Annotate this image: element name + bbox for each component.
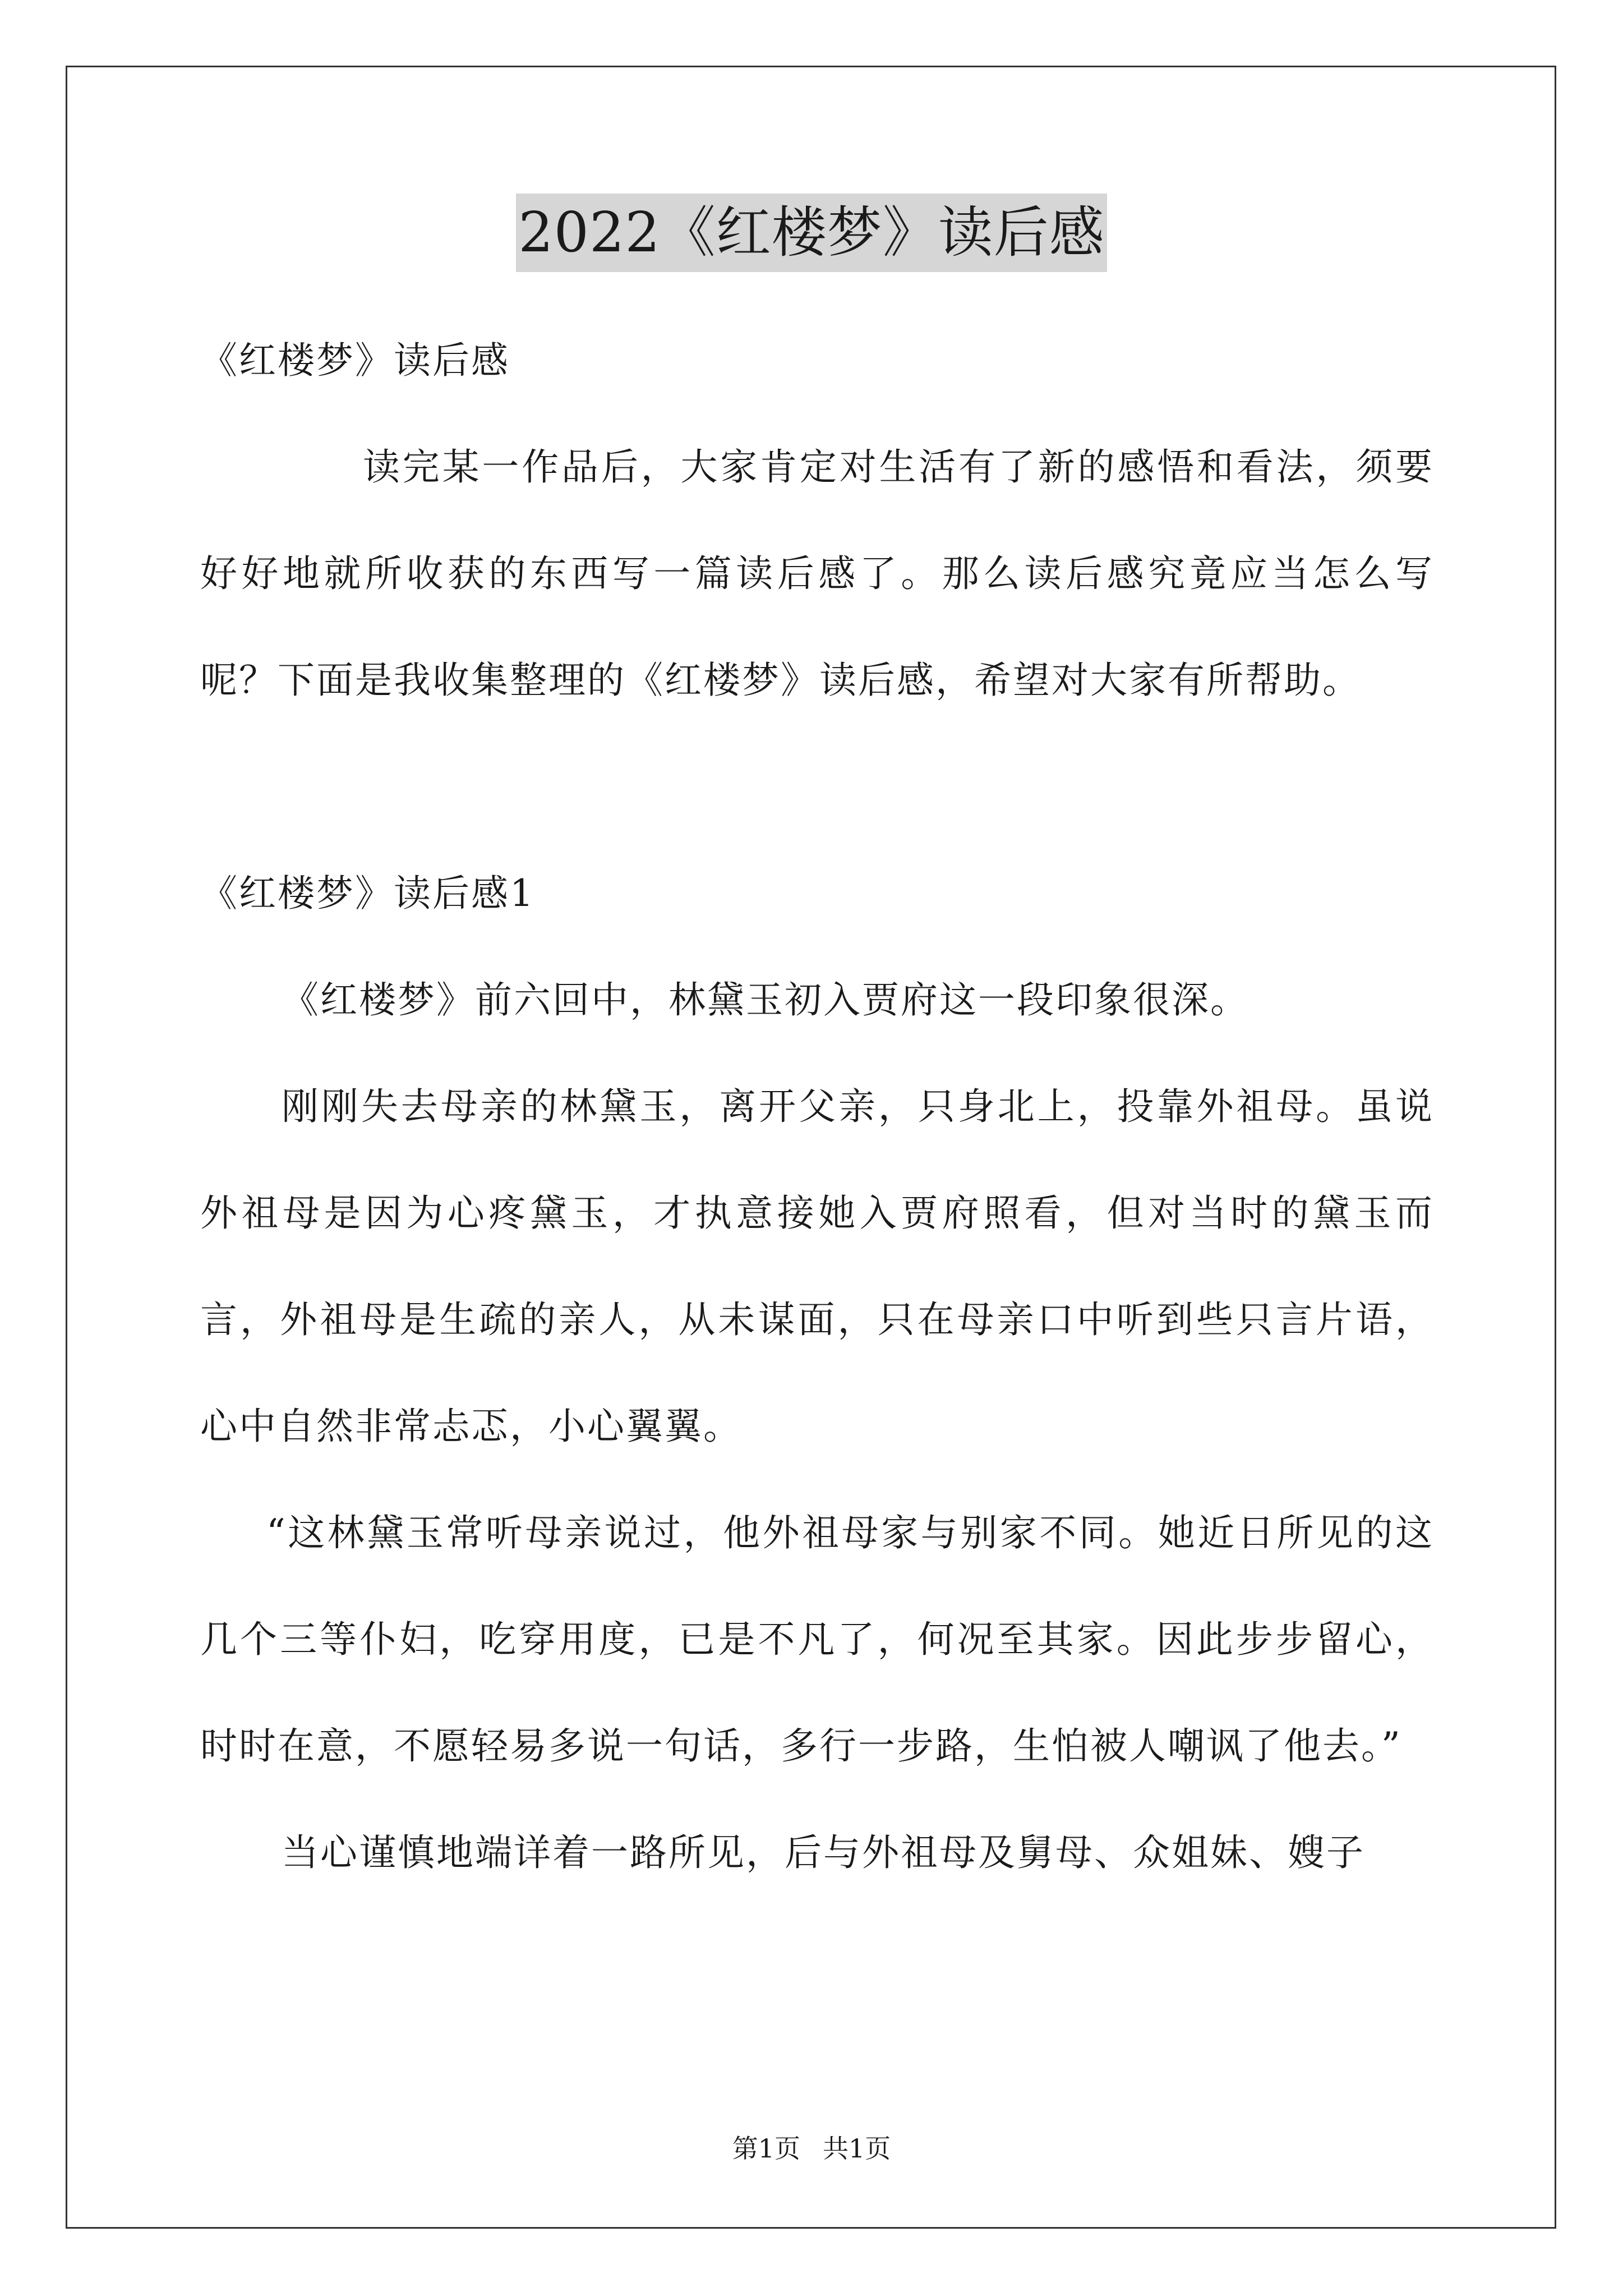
body-paragraph: 当心谨慎地端详着一路所见，后与外祖母及舅母、众姐妹、嫂子: [282, 1831, 1365, 1874]
page-number: 第1页: [732, 2133, 800, 2164]
document-title: 2022《红楼梦》读后感: [516, 194, 1106, 272]
body-paragraph: 刚刚失去母亲的林黛玉，离开父亲，只身北上，投靠外祖母。虽说外祖母是因为心疼黛玉，才执意接她入贾府照看，但对当时的黛玉而言，外祖母是生疏的亲人，从未谋面，只在母亲口中听到些只言片语，心中自然非常忐忑，小心翼翼。: [200, 1085, 1434, 1448]
title-container: [0, 194, 1623, 272]
section-gap: [200, 734, 1434, 840]
intro-paragraph: 读完某一作品后，大家肯定对生活有了新的感悟和看法，须要好好地就所收获的东西写一篇读后感了。那么读后感究竟应当怎么写呢？下面是我收集整理的《红楼梦》读后感，希望对大家有所帮助。: [200, 445, 1434, 702]
subtitle: 《红楼梦》读后感: [200, 339, 510, 382]
quote-paragraph: “这林黛玉常听母亲说过，他外祖母家与别家不同。她近日所见的这几个三等仆妇，吃穿用度，已是不凡了，何况至其家。因此步步留心，时时在意，不愿轻易多说一句话，多行一步路，生怕被人嘲讽了他去。”: [200, 1511, 1434, 1768]
body-paragraph: 《红楼梦》前六回中，林黛玉初入贾府这一段印象很深。: [282, 978, 1249, 1022]
section-heading: 《红楼梦》读后感1: [200, 872, 535, 915]
document-body: [200, 307, 1434, 1906]
page-footer: [0, 2132, 1623, 2165]
page-total: 共1页: [823, 2133, 891, 2164]
